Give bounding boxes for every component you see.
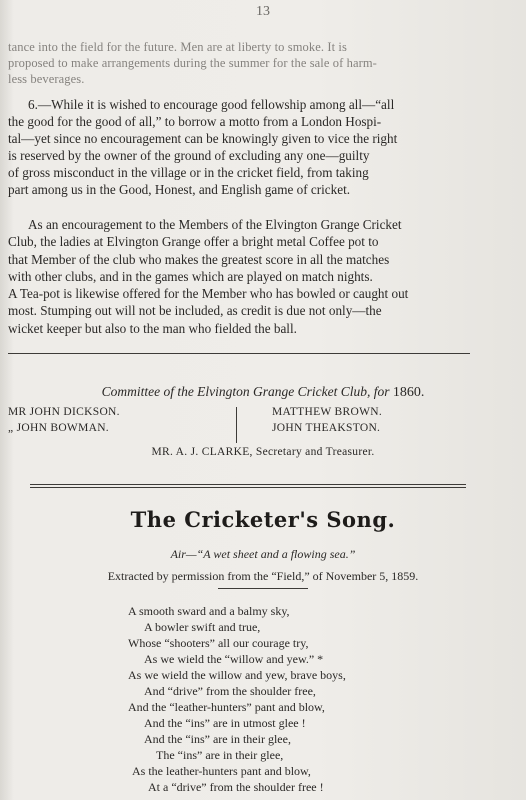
rule6-line: part among us in the Good, Honest, and English game of cricket. xyxy=(8,182,351,197)
short-rule xyxy=(218,588,308,589)
verse-line: As we wield the willow and yew, brave boys, xyxy=(128,668,346,682)
verse-line: As we wield the “willow and yew.” * xyxy=(144,652,324,666)
page-number: 13 xyxy=(256,4,270,19)
song-title: The Cricketer's Song. xyxy=(130,507,396,532)
encouragement-line: wicket keeper but also to the man who fielded the ball. xyxy=(8,321,297,336)
committee-member: MATTHEW BROWN. xyxy=(272,406,383,418)
rule6-line: tal—yet since no encouragement can be knowingly given to vice the right xyxy=(8,131,398,146)
rule6-line: is reserved by the owner of the ground of excluding any one—guilty xyxy=(8,148,370,163)
verse-line: As the leather-hunters pant and blow, xyxy=(132,764,311,778)
verse-line: And the “ins” are in utmost glee ! xyxy=(144,716,306,730)
rule6-line: of gross misconduct in the village or in the cricket field, from taking xyxy=(8,165,369,180)
encouragement-line: most. Stumping out will not be included, as credit is due not only—the xyxy=(8,303,382,318)
verse-line: At a “drive” from the shoulder free ! xyxy=(148,780,324,794)
rule6-line: 6.—While it is wished to encourage good fellowship among all—“all xyxy=(28,97,395,112)
section-rule xyxy=(8,353,470,354)
double-rule xyxy=(30,484,466,488)
verse-line: A bowler swift and true, xyxy=(144,620,261,634)
song-source: Extracted by permission from the “Field,” of November 5, 1859. xyxy=(107,569,419,583)
verse-line: Whose “shooters” all our courage try, xyxy=(128,636,309,650)
committee-member: MR JOHN DICKSON. xyxy=(8,406,120,418)
encouragement-line: A Tea-pot is likewise offered for the Member who has bowled or caught out xyxy=(8,286,409,301)
committee-year: 1860. xyxy=(392,385,425,400)
committee-member: JOHN THEAKSTON. xyxy=(272,422,381,434)
verse-line: The “ins” are in their glee, xyxy=(156,748,284,762)
intro-line: proposed to make arrangements during the summer for the sale of harm- xyxy=(8,56,377,70)
intro-line: tance into the field for the future. Men are at liberty to smoke. It is xyxy=(8,40,347,54)
verse-line: And the “ins” are in their glee, xyxy=(144,732,291,746)
committee-member: „ JOHN BOWMAN. xyxy=(8,422,109,434)
verse-line: A smooth sward and a balmy sky, xyxy=(128,604,290,618)
committee-title-text: Committee of the Elvington Grange Cricket Club, for xyxy=(101,384,390,399)
secretary-line: MR. A. J. CLARKE, Secretary and Treasurer. xyxy=(151,446,375,458)
rule6-line: the good for the good of all,” to borrow a motto from a London Hospi- xyxy=(8,114,382,129)
committee-title xyxy=(0,384,526,401)
encouragement-line: that Member of the club who makes the greatest score in all the matches xyxy=(8,252,390,267)
verse-line: And “drive” from the shoulder free, xyxy=(144,684,316,698)
column-divider xyxy=(236,407,237,443)
encouragement-line: As an encouragement to the Members of the Elvington Grange Cricket xyxy=(28,217,402,232)
encouragement-line: with other clubs, and in the games which are played on match nights. xyxy=(8,269,373,284)
song-air: Air—“A wet sheet and a flowing sea.” xyxy=(170,547,356,561)
intro-line: less beverages. xyxy=(8,72,85,86)
encouragement-line: Club, the ladies at Elvington Grange offer a bright metal Coffee pot to xyxy=(8,234,379,249)
verse-line: And the “leather-hunters” pant and blow, xyxy=(128,700,325,714)
